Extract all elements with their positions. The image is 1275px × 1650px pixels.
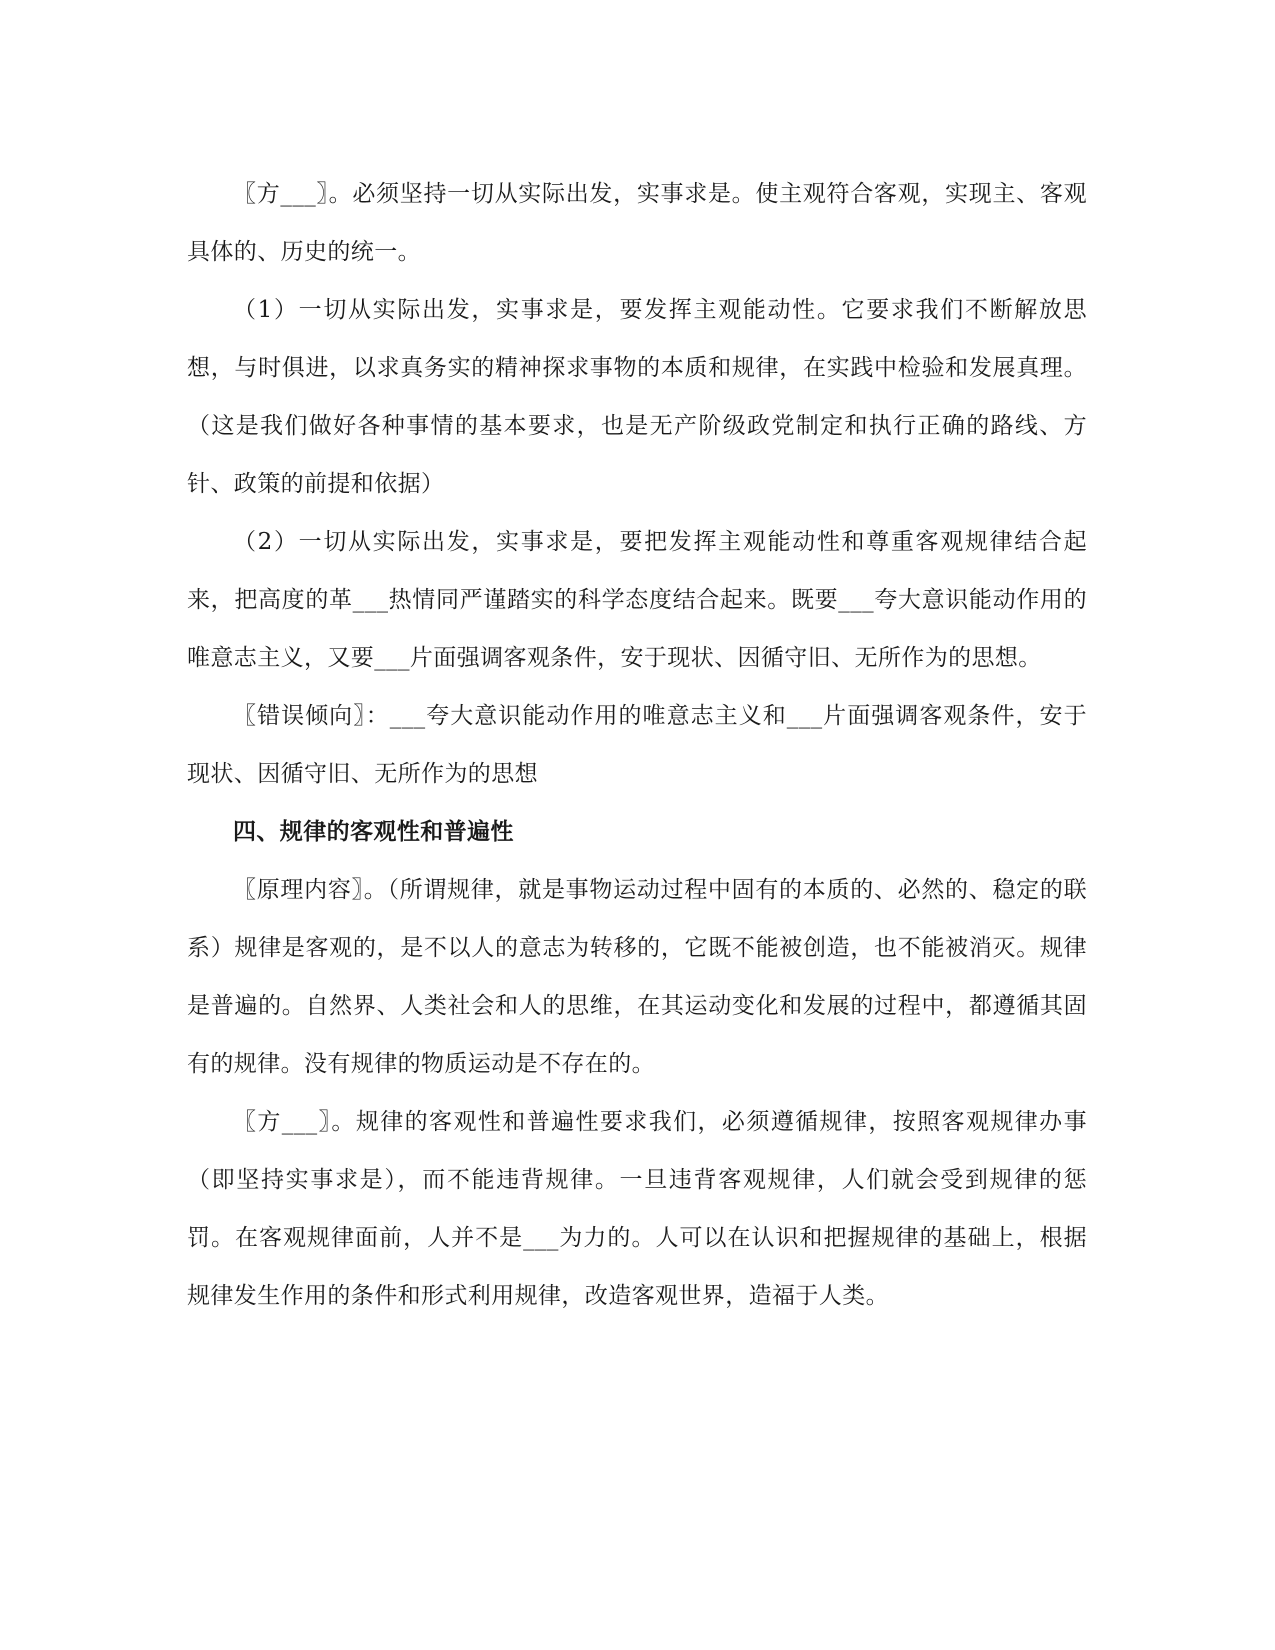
paragraph-method-2: 〖方___〗。规律的客观性和普遍性要求我们，必须遵循规律，按照客观规律办事（即坚持实事求是），而不能违背规律。一旦违背客观规律，人们就会受到规律的惩罚。在客观规律面前，人并不是___为力的。人可以在认识和把握规律的基础上，根据规律发生作用的条件和形式利用规律，改造客观世界，造福于人类。	[187, 1109, 1087, 1309]
paragraph-wrong-tendency: 〖错误倾向〗：___夸大意识能动作用的唯意志主义和___片面强调客观条件，安于现状、因循守旧、无所作为的思想	[187, 703, 1087, 787]
paragraph-method-1: 〖方___〗。必须坚持一切从实际出发，实事求是。使主观符合客观，实现主、客观具体的、历史的统一。	[187, 181, 1087, 265]
section-heading: 四、规律的客观性和普遍性	[233, 819, 514, 845]
paragraph-point-2: （2）一切从实际出发，实事求是，要把发挥主观能动性和尊重客观规律结合起来，把高度的革___热情同严谨踏实的科学态度结合起来。既要___夸大意识能动作用的唯意志主义，又要___片面强调客观条件，安于现状、因循守旧、无所作为的思想。	[187, 529, 1087, 671]
document-body	[187, 165, 1087, 1325]
paragraph-principle-content: 〖原理内容〗。（所谓规律，就是事物运动过程中固有的本质的、必然的、稳定的联系）规律是客观的，是不以人的意志为转移的，它既不能被创造，也不能被消灭。规律是普遍的。自然界、人类社会和人的思维，在其运动变化和发展的过程中，都遵循其固有的规律。没有规律的物质运动是不存在的。	[187, 877, 1087, 1077]
paragraph-point-1: （1）一切从实际出发，实事求是，要发挥主观能动性。它要求我们不断解放思想，与时俱进，以求真务实的精神探求事物的本质和规律，在实践中检验和发展真理。（这是我们做好各种事情的基本要求，也是无产阶级政党制定和执行正确的路线、方针、政策的前提和依据）	[187, 297, 1087, 497]
